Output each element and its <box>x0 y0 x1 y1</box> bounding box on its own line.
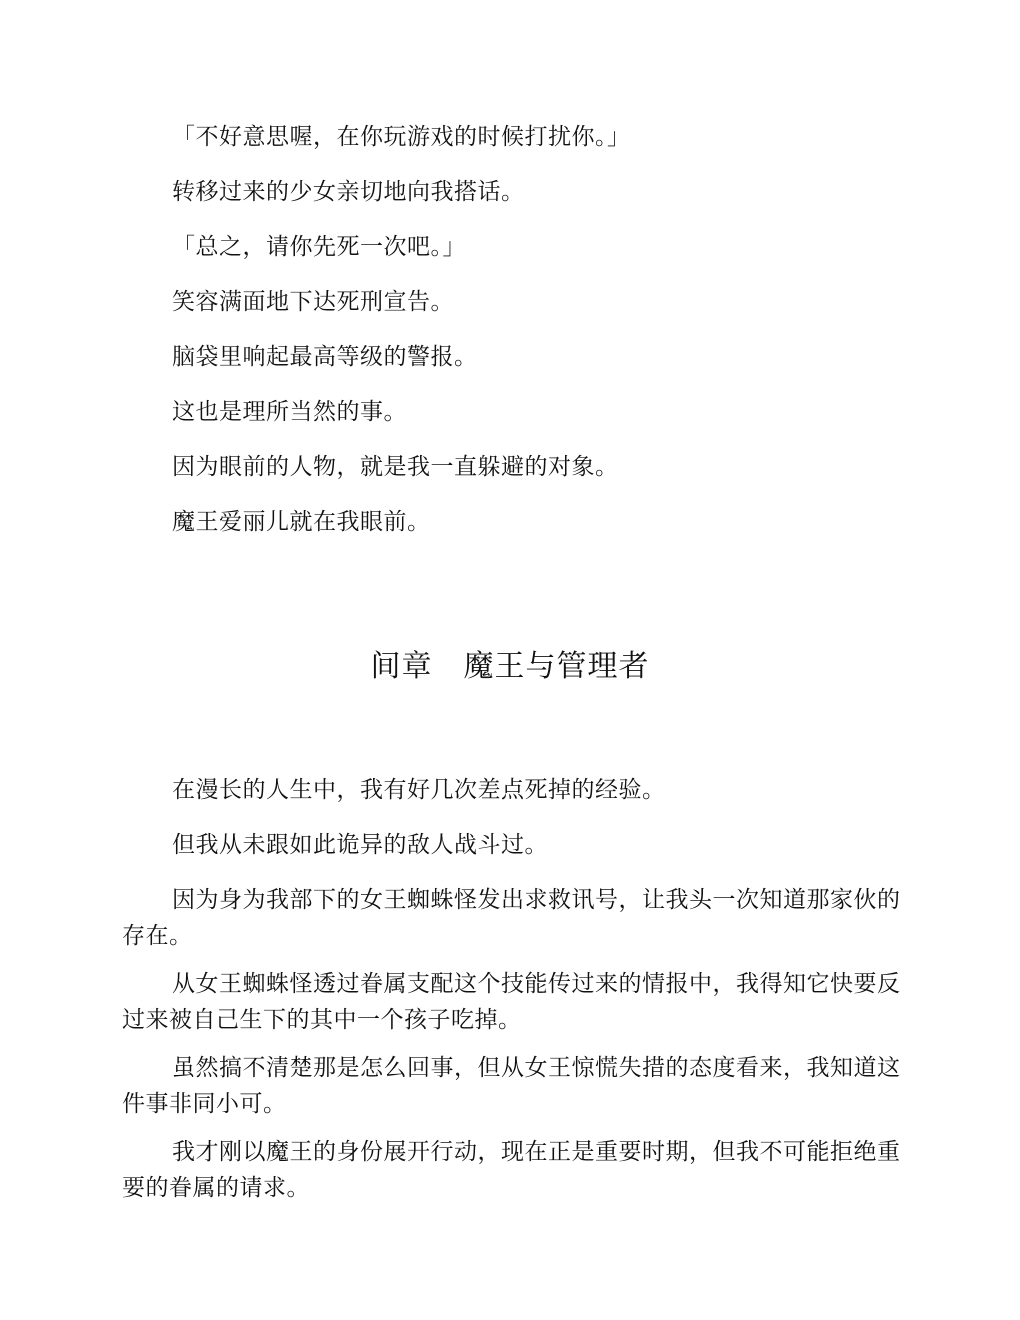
paragraph: 虽然搞不清楚那是怎么回事，但从女王惊慌失措的态度看来，我知道这件事非同小可。 <box>122 1055 901 1117</box>
paragraph: 因为眼前的人物，就是我一直躲避的对象。 <box>172 454 619 480</box>
paragraph: 转移过来的少女亲切地向我搭话。 <box>172 179 525 205</box>
paragraph: 笑容满面地下达死刑宣告。 <box>172 289 454 315</box>
paragraph: 脑袋里响起最高等级的警报。 <box>172 344 478 370</box>
chapter-title: 间章 魔王与管理者 <box>370 649 650 684</box>
paragraph: 「不好意思喔，在你玩游戏的时候打扰你。」 <box>172 124 631 150</box>
paragraph: 因为身为我部下的女王蜘蛛怪发出求救讯号，让我头一次知道那家伙的存在。 <box>122 887 901 949</box>
paragraph: 魔王爱丽儿就在我眼前。 <box>172 509 431 535</box>
paragraph: 我才刚以魔王的身份展开行动，现在正是重要时期，但我不可能拒绝重要的眷属的请求。 <box>122 1139 901 1201</box>
paragraph: 但我从未跟如此诡异的敌人战斗过。 <box>172 832 548 858</box>
paragraph: 「总之，请你先死一次吧。」 <box>172 234 466 260</box>
paragraph: 从女王蜘蛛怪透过眷属支配这个技能传过来的情报中，我得知它快要反过来被自己生下的其中一个孩子吃掉。 <box>122 971 901 1033</box>
paragraph: 这也是理所当然的事。 <box>172 399 407 425</box>
paragraph: 在漫长的人生中，我有好几次差点死掉的经验。 <box>172 777 666 803</box>
